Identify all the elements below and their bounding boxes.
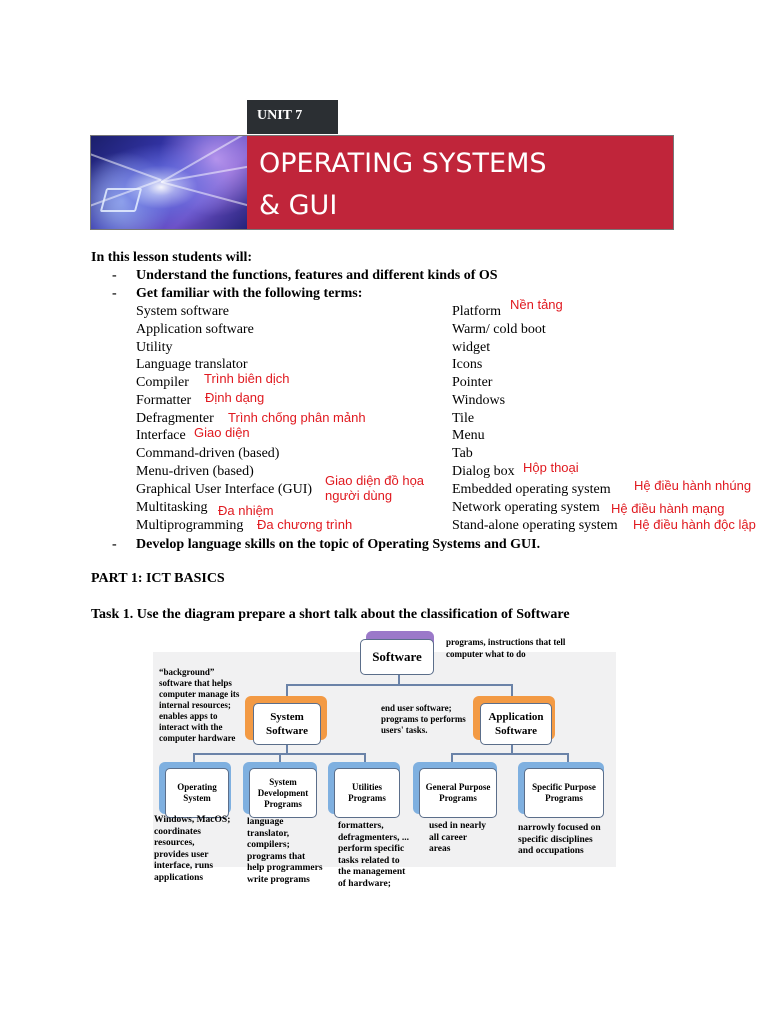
bullet-dash: -: [112, 286, 117, 301]
utilities-programs-node: Utilities Programs: [334, 768, 400, 818]
unit-label: UNIT 7: [247, 100, 338, 134]
term: Warm/ cold boot: [452, 322, 546, 337]
term: Compiler: [136, 375, 189, 390]
term: Multitasking: [136, 500, 208, 515]
term: Menu-driven (based): [136, 464, 254, 479]
term-note: người dùng: [325, 488, 393, 503]
term-note: Trình chống phân mảnh: [228, 410, 366, 425]
term-note: Hệ điều hành nhúng: [634, 478, 752, 493]
term-note: Đa nhiệm: [218, 503, 274, 518]
term-note: Hộp thoại: [523, 460, 579, 475]
term: widget: [452, 340, 491, 355]
term: Platform: [452, 304, 501, 319]
term: Language translator: [136, 357, 248, 372]
software-classification-diagram: [153, 627, 616, 895]
term: System software: [136, 304, 229, 319]
term: Tile: [452, 411, 475, 426]
operating-system-node: Operating System: [165, 768, 229, 818]
bullet-dash: -: [112, 537, 117, 552]
term: Application software: [136, 322, 254, 337]
intro-lead: In this lesson students will:: [91, 250, 253, 265]
utilities-note: formatters, defragmenters, ... perform specific tasks related to the management of hardware;: [338, 821, 409, 889]
term-note: Giao diện: [194, 425, 250, 440]
system-development-node: System Development Programs: [249, 768, 317, 818]
page-title: [247, 136, 673, 229]
term: Pointer: [452, 375, 493, 390]
system-software-note: “background” software that helps computer manage its internal resources; enables apps to interact with the computer hardware: [159, 667, 240, 743]
specific-purpose-note: narrowly focused on specific disciplines and occupations: [518, 823, 601, 856]
title-line-2: & GUI: [259, 190, 338, 221]
general-purpose-node: General Purpose Programs: [419, 768, 497, 818]
task-heading: Task 1. Use the diagram prepare a short talk about the classification of Software: [91, 607, 570, 622]
software-note: programs, instructions that tell computer what to do: [446, 637, 566, 659]
application-software-node: Application Software: [480, 703, 552, 745]
term: Embedded operating system: [452, 482, 611, 497]
term-note: Trình biên dịch: [204, 371, 290, 386]
term-note: Đa chương trình: [257, 517, 353, 532]
bullet-1: Understand the functions, features and different kinds of OS: [136, 268, 498, 283]
title-line-1: OPERATING SYSTEMS: [259, 148, 547, 179]
term: Multiprogramming: [136, 518, 244, 533]
term-note: Giao diện đồ họa: [325, 473, 425, 488]
bullet-dash: -: [112, 268, 117, 283]
term: Menu: [452, 428, 485, 443]
term-note: Định dạng: [205, 390, 265, 405]
application-software-note: end user software; programs to performs users' tasks.: [381, 703, 466, 735]
term: Windows: [452, 393, 506, 408]
term: Network operating system: [452, 500, 600, 515]
term: Stand-alone operating system: [452, 518, 618, 533]
term: Tab: [452, 446, 473, 461]
term: Defragmenter: [136, 411, 214, 426]
term: Interface: [136, 428, 186, 443]
term: Formatter: [136, 393, 192, 408]
specific-purpose-node: Specific Purpose Programs: [524, 768, 604, 818]
operating-system-note: Windows, MacOS; coordinates resources, provides user interface, runs applications: [154, 815, 231, 883]
part-heading: PART 1: ICT BASICS: [91, 571, 225, 586]
software-node: Software: [360, 639, 434, 675]
title-banner: [90, 135, 674, 230]
bullet-3: Develop language skills on the topic of Operating Systems and GUI.: [136, 537, 541, 552]
system-development-note: language translator, compilers; programs that help programmers write programs: [247, 817, 323, 885]
general-purpose-note: used in nearly all career areas: [429, 821, 487, 854]
term: Icons: [452, 357, 483, 372]
system-software-node: System Software: [253, 703, 321, 745]
term-note: Hệ điều hành độc lập: [633, 517, 756, 532]
term: Command-driven (based): [136, 446, 280, 461]
term-note: Nền tảng: [510, 297, 563, 312]
bullet-2: Get familiar with the following terms:: [136, 286, 363, 301]
term: Utility: [136, 340, 173, 355]
term: Dialog box: [452, 464, 515, 479]
laptop-icon: [100, 188, 142, 212]
term-note: Hệ điều hành mạng: [611, 501, 725, 516]
term: Graphical User Interface (GUI): [136, 482, 313, 497]
banner-image: [91, 136, 247, 229]
